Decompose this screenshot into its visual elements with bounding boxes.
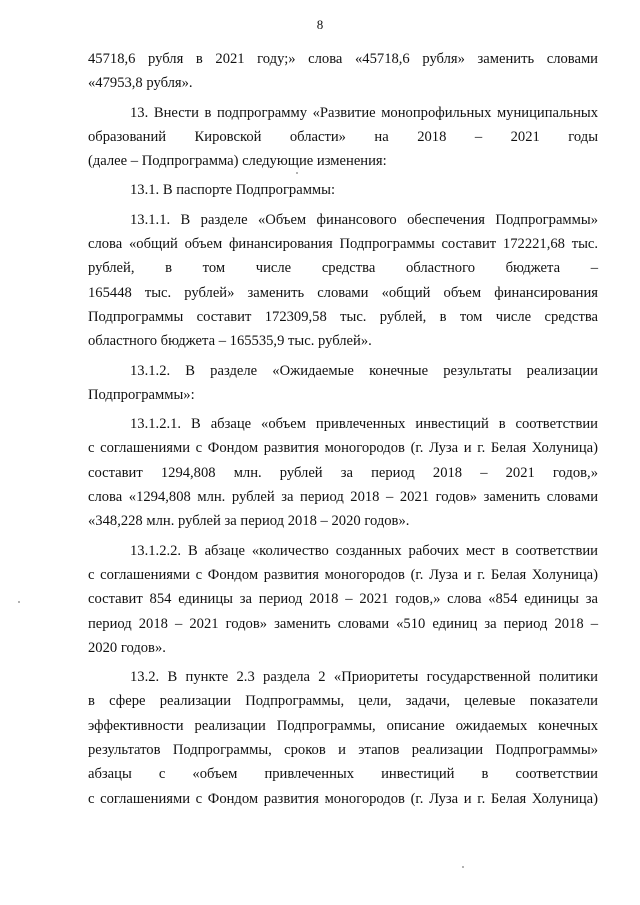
text-line: в сфере реализации Подпрограммы, цели, задачи, целевые показатели: [88, 693, 598, 710]
text-line: 13.1.2.2. В абзаце «количество созданных рабочих мест в соответствии: [130, 542, 598, 559]
scan-speck: [18, 601, 20, 603]
text-line: «348,228 млн. рублей за период 2018 – 2020 годов».: [88, 513, 410, 530]
text-line: период 2018 – 2021 годов» заменить словами «510 единиц за период 2018 –: [88, 615, 598, 632]
paragraph-13-1: [88, 178, 598, 202]
text-line: 165448 тыс. рублей» заменить словами «общий объем финансирования: [88, 284, 598, 301]
paragraph-13-1-2-1: [88, 412, 598, 533]
text-line: составит 1294,808 млн. рублей за период 2018 – 2021 годов,»: [88, 464, 598, 481]
text-line: составит 854 единицы за период 2018 – 2021 годов,» слова «854 единицы за: [88, 591, 598, 608]
text-line: 13. Внести в подпрограмму «Развитие монопрофильных муниципальных: [130, 104, 598, 121]
text-line: слова «общий объем финансирования Подпрограммы составит 172221,68 тыс.: [88, 236, 598, 253]
text-line: 45718,6 рубля в 2021 году;» слова «45718,6 рубля» заменить словами: [88, 51, 598, 67]
text-line: абзацы с «объем привлеченных инвестиций в соответствии: [88, 766, 598, 783]
paragraph-13-1-1: [88, 208, 598, 354]
text-line: областного бюджета – 165535,9 тыс. рублей».: [88, 333, 372, 350]
scan-speck: [462, 866, 464, 868]
text-line: 2020 годов».: [88, 639, 166, 656]
page-number: 8: [316, 17, 324, 32]
paragraph-13-1-2: [88, 359, 598, 408]
text-line: «47953,8 рубля».: [88, 75, 193, 92]
scan-speck: [296, 172, 298, 174]
text-line: рублей, в том числе средства областного бюджета –: [88, 260, 598, 277]
document-body: [88, 47, 598, 811]
text-line: эффективности реализации Подпрограммы, описание ожидаемых конечных: [88, 717, 598, 734]
paragraph-13-2: [88, 665, 598, 811]
text-line: 13.1.2. В разделе «Ожидаемые конечные результаты реализации: [130, 362, 598, 379]
text-line: результатов Подпрограммы, сроков и этапов реализации Подпрограммы»: [88, 742, 598, 759]
text-line: 13.1.1. В разделе «Объем финансового обеспечения Подпрограммы»: [130, 211, 598, 228]
paragraph-13: [88, 101, 598, 174]
text-line: 13.1.2.1. В абзаце «объем привлеченных инвестиций в соответствии: [130, 416, 598, 433]
text-line: слова «1294,808 млн. рублей за период 2018 – 2021 годов» заменить словами: [88, 489, 598, 506]
text-line: 13.2. В пункте 2.3 раздела 2 «Приоритеты государственной политики: [130, 669, 598, 686]
text-line: образований Кировской области» на 2018 – 2021 годы: [88, 128, 598, 145]
text-line: Подпрограммы составит 172309,58 тыс. рублей, в том числе средства: [88, 308, 598, 325]
text-line: (далее – Подпрограмма) следующие изменения:: [88, 153, 387, 170]
paragraph-continuation: [88, 47, 598, 96]
text-line: с соглашениями с Фондом развития моногородов (г. Луза и г. Белая Холуница): [88, 790, 598, 807]
text-line: 13.1. В паспорте Подпрограммы:: [130, 182, 336, 199]
text-line: с соглашениями с Фондом развития моногородов (г. Луза и г. Белая Холуница): [88, 440, 598, 457]
text-line: с соглашениями с Фондом развития моногородов (г. Луза и г. Белая Холуница): [88, 566, 598, 583]
paragraph-13-1-2-2: [88, 539, 598, 660]
text-line: Подпрограммы»:: [88, 386, 195, 403]
